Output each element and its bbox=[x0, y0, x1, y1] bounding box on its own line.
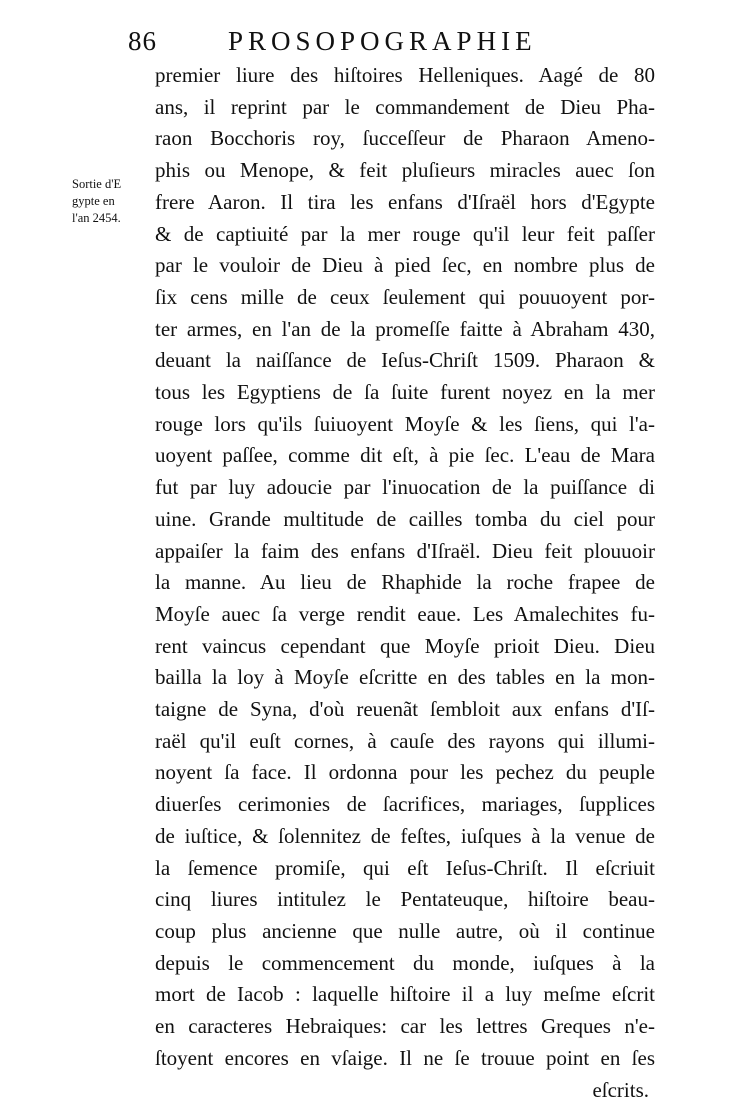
text-line: diuerſes cerimonies de ſacrifices, mariages, ſupplices bbox=[155, 789, 655, 821]
text-line: mort de Iacob : laquelle hiſtoire il a luy meſme eſcrit bbox=[155, 979, 655, 1011]
text-line: raël qu'il euſt cornes, à cauſe des rayons qui illumi- bbox=[155, 726, 655, 758]
page-header bbox=[0, 22, 743, 62]
text-line: ſtoyent encores en vſaige. Il ne ſe trouue point en ſes bbox=[155, 1043, 655, 1075]
body-text bbox=[155, 60, 655, 1106]
text-line: Moyſe auec ſa verge rendit eaue. Les Amalechites fu- bbox=[155, 599, 655, 631]
text-line: bailla la loy à Moyſe eſcritte en des tables en la mon- bbox=[155, 662, 655, 694]
text-line: frere Aaron. Il tira les enfans d'Iſraël hors d'Egypte bbox=[155, 187, 655, 219]
text-line: rent vaincus cependant que Moyſe prioit Dieu. Dieu bbox=[155, 631, 655, 663]
text-line: premier liure des hiſtoires Helleniques. Aagé de 80 bbox=[155, 60, 655, 92]
margin-note-line: Sortie d'E bbox=[72, 176, 156, 193]
text-line: rouge lors qu'ils ſuiuoyent Moyſe & les ſiens, qui l'a- bbox=[155, 409, 655, 441]
text-line: de iuſtice, & ſolennitez de feſtes, iuſques à la venue de bbox=[155, 821, 655, 853]
text-line: la ſemence promiſe, qui eſt Ieſus-Chriſt. Il eſcriuit bbox=[155, 853, 655, 885]
text-line: tous les Egyptiens de ſa ſuite furent noyez en la mer bbox=[155, 377, 655, 409]
text-line: fut par luy adoucie par l'inuocation de la puiſſance di bbox=[155, 472, 655, 504]
text-line: ter armes, en l'an de la promeſſe faitte à Abraham 430, bbox=[155, 314, 655, 346]
text-line: la manne. Au lieu de Rhaphide la roche frapee de bbox=[155, 567, 655, 599]
text-line: appaiſer la faim des enfans d'Iſraël. Dieu feit plouuoir bbox=[155, 536, 655, 568]
text-line: depuis le commencement du monde, iuſques à la bbox=[155, 948, 655, 980]
text-line: taigne de Syna, d'où reuenãt ſembloit aux enfans d'Iſ- bbox=[155, 694, 655, 726]
text-line: noyent ſa face. Il ordonna pour les pechez du peuple bbox=[155, 757, 655, 789]
margin-note-line: gypte en bbox=[72, 193, 156, 210]
running-title: PROSOPOGRAPHIE bbox=[228, 26, 537, 57]
text-line: uine. Grande multitude de cailles tomba du ciel pour bbox=[155, 504, 655, 536]
text-line: ſix cens mille de ceux ſeulement qui pouuoyent por- bbox=[155, 282, 655, 314]
text-line: en caracteres Hebraiques: car les lettres Greques n'e- bbox=[155, 1011, 655, 1043]
text-line: & de captiuité par la mer rouge qu'il leur feit paſſer bbox=[155, 219, 655, 251]
text-line: par le vouloir de Dieu à pied ſec, en nombre plus de bbox=[155, 250, 655, 282]
margin-note bbox=[72, 176, 156, 227]
text-line: phis ou Menope, & feit pluſieurs miracles auec ſon bbox=[155, 155, 655, 187]
page-number: 86 bbox=[128, 26, 157, 57]
text-line: deuant la naiſſance de Ieſus-Chriſt 1509. Pharaon & bbox=[155, 345, 655, 377]
margin-note-line: l'an 2454. bbox=[72, 210, 156, 227]
text-line: ans, il reprint par le commandement de Dieu Pha- bbox=[155, 92, 655, 124]
text-line: raon Bocchoris roy, ſucceſſeur de Pharaon Ameno- bbox=[155, 123, 655, 155]
catchword: eſcrits. bbox=[155, 1075, 655, 1106]
text-line: uoyent paſſee, comme dit eſt, à pie ſec. L'eau de Mara bbox=[155, 440, 655, 472]
text-line: coup plus ancienne que nulle autre, où il continue bbox=[155, 916, 655, 948]
text-line: cinq liures intitulez le Pentateuque, hiſtoire beau- bbox=[155, 884, 655, 916]
